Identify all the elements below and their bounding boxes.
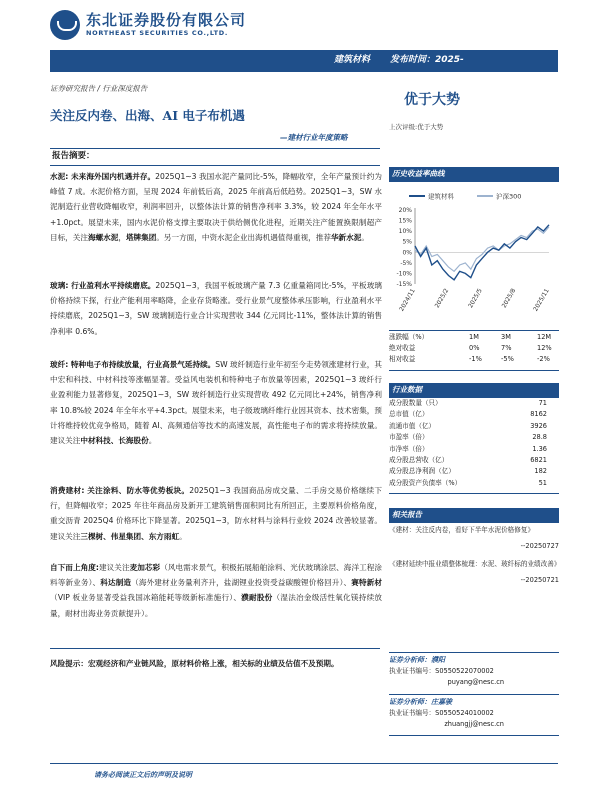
stock-highlight: 麦加芯彩: [129, 563, 161, 572]
table-row: [389, 355, 559, 366]
report-date: --20250727: [520, 542, 559, 550]
section-header-industry-data: [389, 383, 559, 398]
x-tick-label: 2025/11: [532, 287, 551, 313]
paragraph-fiberglass: [50, 357, 382, 448]
table-cell: 12%: [537, 344, 552, 352]
y-tick-label: -5%: [400, 259, 412, 267]
divider: [50, 648, 380, 649]
return-chart: [389, 184, 559, 324]
divider: [389, 330, 559, 331]
y-tick-label: 20%: [398, 207, 412, 214]
report-subtitle: —建材行业年度策略: [280, 133, 348, 142]
table-cell: 12M: [537, 333, 552, 341]
y-tick-label: -15%: [396, 281, 412, 288]
paragraph-lead: 消费建材: 关注涂料、防水等优势板块。: [50, 486, 190, 495]
section-title: 历史收益率曲线: [392, 169, 445, 178]
stock-highlight: 赛特新材: [351, 578, 383, 588]
divider: [389, 370, 559, 371]
paragraph-body: （风电需求景气，积极拓展船舶涂料、光伏玻璃涂层、海洋工程涂料等新业务）、: [50, 563, 382, 588]
data-key: 成分股总营收（亿）: [389, 455, 449, 464]
stock-highlight: 塔牌集团: [125, 232, 157, 242]
legend-label: 沪深300: [496, 192, 522, 201]
separator: ，: [118, 232, 126, 242]
data-value: 6821: [530, 455, 547, 464]
data-value: 28.8: [532, 433, 547, 442]
y-tick-label: 10%: [398, 228, 412, 236]
paragraph-end: 。: [361, 232, 369, 242]
release-date: 发布时间：2025-: [390, 55, 464, 65]
table-cell: 涨跌幅（%）: [389, 333, 429, 341]
table-row: [389, 445, 559, 456]
paragraph-bottom-up: [50, 560, 382, 621]
y-tick-label: -10%: [396, 270, 412, 278]
x-tick-label: 2024/11: [398, 287, 417, 313]
paragraph-lead: 水泥: 未来海外国内机遇并存。: [50, 172, 156, 181]
breadcrumb: 证券研究报告 / 行业深度报告: [50, 84, 148, 93]
stock-highlight: 三棵树、伟星集团、东方雨虹: [80, 531, 180, 541]
analyst-name: 庄嘉骏: [431, 698, 452, 706]
analyst-cert: 执业证书编号：S0550522070002: [389, 667, 494, 675]
analyst-email[interactable]: zhuangjj@nesc.cn: [444, 720, 504, 728]
summary-label: 报告摘要：: [52, 151, 95, 161]
section-title: 相关报告: [392, 510, 422, 519]
table-row: [389, 467, 559, 478]
x-tick-label: 2025/2: [433, 287, 451, 310]
footer-divider: [50, 763, 558, 764]
data-key: 成分股资产负债率（%）: [389, 478, 462, 487]
company-logo: [50, 8, 290, 42]
table-row: [389, 479, 559, 490]
table-row: [389, 422, 559, 433]
stock-highlight: 海螺水泥: [87, 232, 119, 242]
header-banner: [50, 50, 558, 72]
table-row: [389, 410, 559, 421]
paragraph-cement: [50, 169, 382, 245]
data-value: 3926: [530, 421, 547, 430]
table-cell: -1%: [469, 355, 482, 363]
report-link[interactable]: 《建材：关注反内卷，看好下半年水泥价格修复》: [389, 526, 535, 534]
table-row: [389, 433, 559, 444]
paragraph-body: 2025Q1~3，我国平板玻璃产量 7.3 亿重量箱同比-5%，平板玻璃价格持续下探，行业产能利用率略降，企业存货略涨。受行业景气度整体承压影响，行业盈利水平持续磨底，2025Q1~3，SW 玻璃制造行业合计实现营收 344 亿元同比-11%，整体法计算的销售净利率 0.6%。: [50, 281, 382, 336]
divider: [389, 493, 559, 494]
paragraph-consumer-materials: [50, 483, 382, 544]
data-key: 市盈率（倍）: [389, 433, 429, 442]
divider: [389, 735, 559, 736]
table-cell: 7%: [501, 344, 512, 352]
data-key: 总市值（亿）: [389, 410, 429, 419]
divider: [389, 652, 559, 653]
summary-header: [50, 148, 380, 166]
paragraph-body: 2025Q1~3 我国商品房成交量、二手房交易价格继续下行，但降幅收窄；2025 年往年商品房及新开工建筑销售面积同比有所回正，主要原料价格角度，重交沥青 2025Q4 价格环比下降显著。2025Q1~3，防水材料与涂料行业较 2024 改善较显著。建议关注: [50, 486, 382, 541]
table-cell: 相对收益: [389, 355, 416, 363]
table-row: [389, 344, 559, 355]
data-key: 成分股数量（只）: [389, 399, 442, 407]
table-cell: 3M: [501, 333, 511, 341]
logo-emblem-icon: [50, 10, 80, 40]
logo-chinese-name: 东北证券股份有限公司: [86, 11, 247, 29]
data-value: 8162: [530, 410, 547, 419]
series-line: [415, 227, 549, 271]
data-key: 流通市值（亿）: [389, 421, 436, 430]
y-tick-label: 5%: [402, 238, 412, 246]
table-cell: 1M: [469, 333, 479, 341]
paragraph-lead: 玻璃: 行业盈利水平持续磨底。: [50, 281, 156, 290]
analyst-cert: 执业证书编号：S0550524010002: [389, 709, 494, 717]
paragraph-lead: 自下而上角度:: [50, 563, 99, 572]
stock-highlight: 濮耐股份: [241, 593, 273, 603]
x-tick-label: 2025/8: [500, 287, 518, 310]
stock-highlight: 华新水泥: [330, 232, 362, 242]
analyst-card: [389, 655, 559, 688]
performance-table: [389, 333, 559, 366]
paragraph-body: 建议关注: [98, 563, 130, 572]
report-date: --20250721: [520, 576, 559, 584]
divider: [389, 694, 559, 695]
previous-rating: 上次评级:优于大势: [389, 123, 444, 131]
paragraph-body: （海外建材业务量利齐升，盐湖锂业投资受益碳酸锂价格回升）、: [131, 578, 352, 588]
rating: 优于大势: [404, 92, 460, 108]
paragraph-body: 。另一方面，中资水泥企业出海机遇值得重视，推荐: [156, 232, 331, 242]
y-tick-label: 15%: [398, 217, 412, 225]
data-key: 市净率（倍）: [389, 444, 429, 453]
table-row: [389, 456, 559, 467]
paragraph-body: （VIP 板业务显著受益我国冰箱能耗等级新标准施行）、: [50, 593, 242, 603]
stock-highlight: 科达制造: [100, 578, 132, 588]
analyst-card: [389, 697, 559, 730]
paragraph-glass: [50, 278, 382, 339]
paragraph-end: 。: [179, 531, 187, 541]
data-value: 182: [534, 467, 547, 476]
related-reports: [389, 524, 559, 592]
data-value: 71: [538, 399, 547, 407]
data-key: 成分股总净利润（亿）: [389, 467, 455, 476]
table-cell: 0%: [469, 344, 480, 352]
paragraph-end: 。: [148, 436, 157, 446]
paragraph-body: 2025Q1~3 我国水泥产量同比-5%，降幅收窄，全年产量预计约为峰值 7 成。水泥价格方面，呈现 2024 年前低后高，2025 年前高后低趋势。2025Q1~3，SW 水泥制造行业营收降幅收窄，利润率回升，以整体法计算的销售净利率 3.3%，较 2024 年全年水平+1.0pct。展望未来，国内水泥价格支撑主要取决于供给侧优化进程，近期关注产能置换限制超产目标，关注: [50, 172, 382, 242]
analyst-label: 证券分析师：: [389, 656, 431, 664]
industry-data-table: [389, 399, 559, 490]
section-header-related-reports: [389, 508, 559, 523]
risk-warning: 风险提示：宏观经济和产业链风险，原材料价格上涨，相关标的业绩及估值不及预期。: [50, 659, 339, 668]
data-value: 51: [538, 478, 547, 487]
table-cell: 绝对收益: [389, 344, 416, 352]
x-tick-label: 2025/5: [467, 287, 484, 310]
section-title: 行业数据: [392, 385, 422, 394]
table-cell: -2%: [537, 355, 550, 363]
section-header-chart: [389, 167, 559, 182]
analyst-label: 证券分析师：: [389, 698, 431, 706]
footer-disclaimer: 请务必阅读正文后的声明及说明: [94, 771, 192, 779]
data-value: 1.36: [532, 444, 547, 453]
performance-header-row: [389, 333, 559, 344]
paragraph-body: （湿法冶金级活性氧化镁持续放量，耐材出海业务贡献提升）。: [50, 593, 383, 618]
analyst-name: 濮阳: [431, 656, 445, 664]
table-row: [389, 399, 559, 410]
analyst-email[interactable]: puyang@nesc.cn: [447, 678, 504, 686]
paragraph-body: SW 玻纤制造行业年初至今走势领涨建材行业，其中宏和科技、中材科技等涨幅显著。受益风电装机和特种电子布放量等因素，2025Q1~3 玻纤行业盈利能力显著修复，2025Q1~3，SW 玻纤制造行业实现营收 492 亿元同比+24%，销售净利率 10.8%较 2024 年全年水平+4.3pct。展望未来，电子级玻璃纤维行业因其资本、技术密集，预计将维持较优竞争格局，随着 AI、高频通信等技术的高速发展，高性能电子布的需求将持续放量。建议关注: [50, 360, 382, 446]
report-link[interactable]: 《建材延续中报业绩整体梳理：水泥、玻纤标的业绩改善》: [389, 560, 561, 568]
paragraph-lead: 玻纤: 特种电子布持续放量，行业高景气延持续。: [50, 360, 216, 369]
report-title: 关注反内卷、出海、AI 电子布机遇: [50, 108, 245, 123]
y-tick-label: 0%: [402, 249, 412, 257]
logo-english-name: NORTHEAST SECURITIES CO.,LTD.: [86, 29, 228, 37]
table-cell: -5%: [501, 355, 514, 363]
stock-highlight: 中材科技、长海股份: [80, 436, 149, 446]
sector-label: 建筑材料: [333, 55, 370, 65]
legend-label: 建筑材料: [428, 192, 454, 201]
